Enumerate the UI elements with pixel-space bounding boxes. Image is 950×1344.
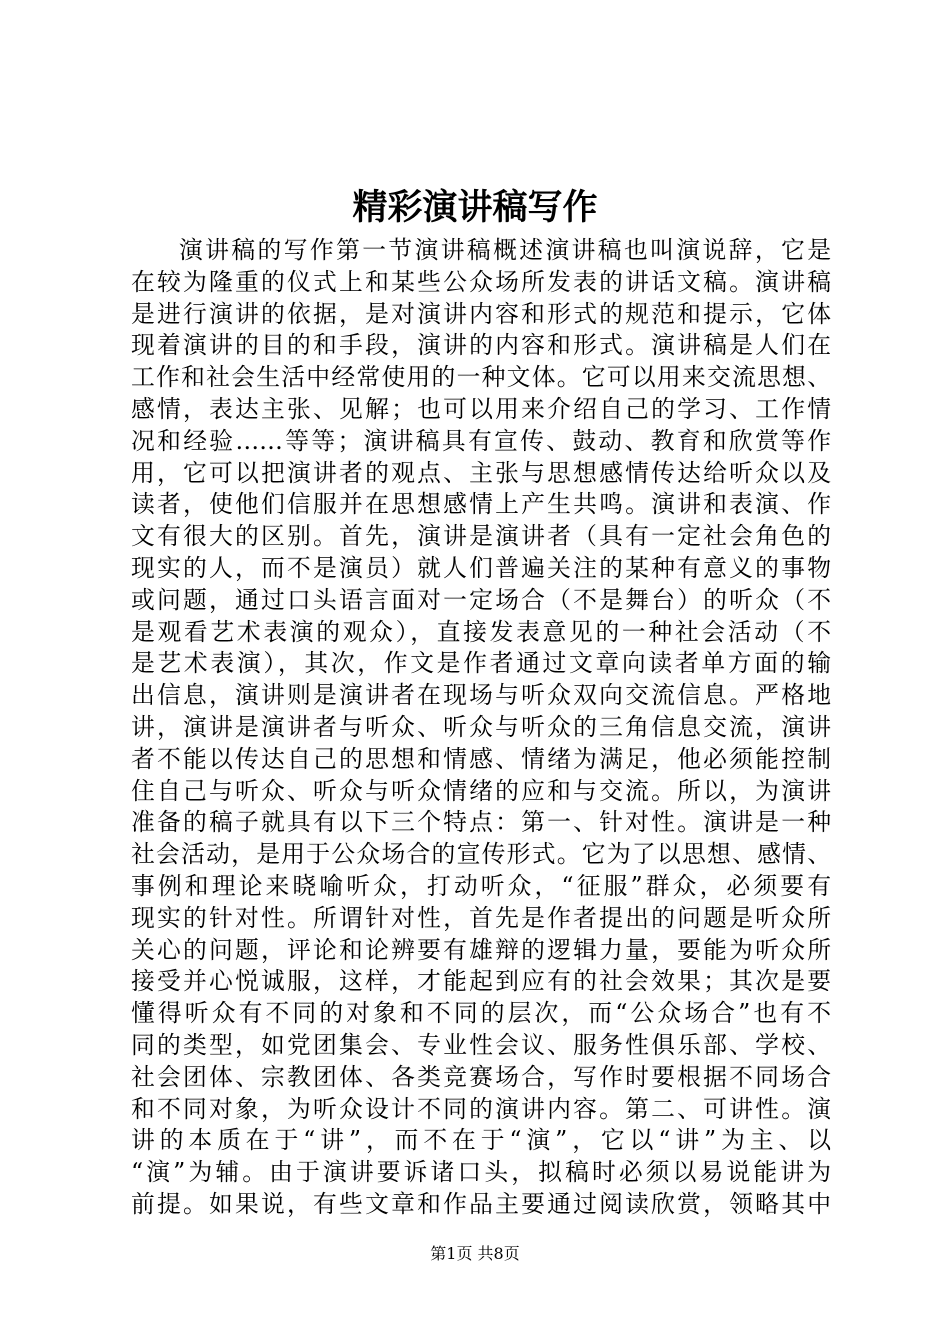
body-text-line: 用，它可以把演讲者的观点、主张与思想感情传达给听众以及 bbox=[131, 458, 831, 487]
body-text-line: 演讲稿的写作第一节演讲稿概述演讲稿也叫演说辞，它是 bbox=[179, 236, 831, 264]
body-text-line: 社会活动，是用于公众场合的宣传形式。它为了以思想、感情、 bbox=[131, 840, 831, 869]
body-text-line: 关心的问题，评论和论辨要有雄辩的逻辑力量，要能为听众所 bbox=[131, 935, 831, 964]
body-text-line: 现着演讲的目的和手段，演讲的内容和形式。演讲稿是人们在 bbox=[131, 331, 831, 360]
document-title: 精彩演讲稿写作 bbox=[352, 187, 598, 228]
body-text-line: 现实的针对性。所谓针对性，首先是作者提出的问题是听众所 bbox=[131, 903, 831, 932]
body-text-line: 现实的人，而不是演员）就人们普遍关注的某种有意义的事物 bbox=[131, 553, 831, 582]
body-text-line: 事例和理论来晓喻听众，打动听众，“征服”群众，必须要有 bbox=[131, 871, 831, 900]
body-text-line: 况和经验……等等；演讲稿具有宣传、鼓动、教育和欣赏等作 bbox=[131, 426, 831, 455]
body-text-line: 懂得听众有不同的对象和不同的层次，而“公众场合”也有不 bbox=[131, 999, 831, 1028]
body-text-line: 是艺术表演），其次，作文是作者通过文章向读者单方面的输 bbox=[131, 649, 831, 678]
page-number-footer: 第1页 共8页 bbox=[430, 1244, 520, 1263]
body-text-line: 感情，表达主张、见解；也可以用来介绍自己的学习、工作情 bbox=[131, 394, 831, 423]
body-text-line: 准备的稿子就具有以下三个特点：第一、针对性。演讲是一种 bbox=[131, 808, 831, 837]
body-text-line: 读者，使他们信服并在思想感情上产生共鸣。演讲和表演、作 bbox=[131, 490, 831, 519]
body-text-line: 在较为隆重的仪式上和某些公众场所发表的讲话文稿。演讲稿 bbox=[131, 267, 831, 296]
body-text-line: 社会团体、宗教团体、各类竞赛场合，写作时要根据不同场合 bbox=[131, 1062, 831, 1091]
body-text-line: 同的类型，如党团集会、专业性会议、服务性俱乐部、学校、 bbox=[131, 1030, 831, 1059]
body-text-line: 出信息，演讲则是演讲者在现场与听众双向交流信息。严格地 bbox=[131, 681, 831, 710]
body-text-line: “演”为辅。由于演讲要诉诸口头，拟稿时必须以易说能讲为 bbox=[131, 1158, 831, 1187]
body-text-line: 住自己与听众、听众与听众情绪的应和与交流。所以，为演讲 bbox=[131, 776, 831, 805]
body-text-line: 和不同对象，为听众设计不同的演讲内容。第二、可讲性。演 bbox=[131, 1094, 831, 1123]
body-text-line: 讲，演讲是演讲者与听众、听众与听众的三角信息交流，演讲 bbox=[131, 712, 831, 741]
body-text-line: 接受并心悦诚服，这样，才能起到应有的社会效果；其次是要 bbox=[131, 967, 831, 996]
body-text-line: 文有很大的区别。首先，演讲是演讲者（具有一定社会角色的 bbox=[131, 522, 831, 551]
body-text-line: 前提。如果说，有些文章和作品主要通过阅读欣赏，领略其中 bbox=[131, 1189, 831, 1218]
body-text-line: 讲的本质在于“讲”，而不在于“演”，它以“讲”为主、以 bbox=[131, 1126, 831, 1155]
document-body bbox=[131, 235, 831, 1221]
body-text-line: 或问题，通过口头语言面对一定场合（不是舞台）的听众（不 bbox=[131, 585, 831, 614]
body-text-line: 是观看艺术表演的观众），直接发表意见的一种社会活动（不 bbox=[131, 617, 831, 646]
body-text-line: 者不能以传达自己的思想和情感、情绪为满足，他必须能控制 bbox=[131, 744, 831, 773]
body-text-line: 工作和社会生活中经常使用的一种文体。它可以用来交流思想、 bbox=[131, 363, 831, 392]
body-text-line: 是进行演讲的依据，是对演讲内容和形式的规范和提示，它体 bbox=[131, 299, 831, 328]
